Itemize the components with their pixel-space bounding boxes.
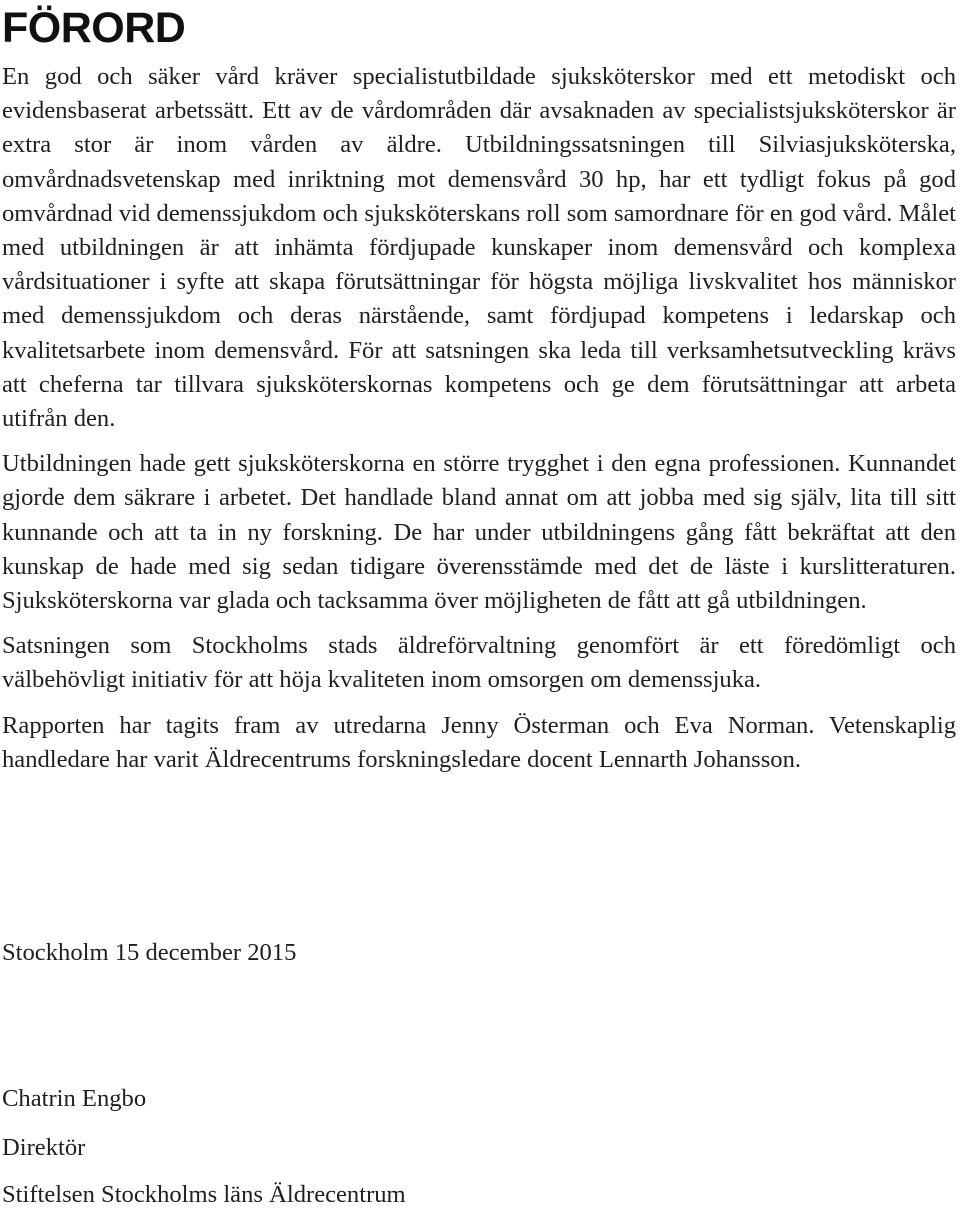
signatory-name: Chatrin Engbo bbox=[2, 1085, 147, 1112]
paragraph-2: Utbildningen hade gett sjuksköterskorna en större trygghet i den egna professionen. Kunnandet gjorde dem säkrare i arbetet. Det handlade bland annat om att jobba med sig själv, lita till sitt kunnande och att ta in ny forskning. De har under utbildningens gång fått bekräftat att den kunskap de hade med sig sedan tidigare överensstämde med det de läste i kurslitteraturen. Sjuksköterskorna var glada och tacksamma över möjligheten de fått att gå utbildningen. bbox=[2, 450, 956, 615]
signatory-organization: Stiftelsen Stockholms läns Äldrecentrum bbox=[2, 1181, 406, 1208]
paragraph-3: Satsningen som Stockholms stads äldreförvaltning genomfört är ett föredömligt och välbehövligt initiativ för att höja kvaliteten inom omsorgen om demenssjuka. bbox=[2, 632, 956, 694]
signatory-title: Direktör bbox=[2, 1134, 86, 1161]
page-title: FÖRORD bbox=[2, 4, 186, 52]
paragraph-1: En god och säker vård kräver specialistutbildade sjuksköterskor med ett metodiskt och evidensbaserat arbetssätt. Ett av de vårdområden där avsaknaden av specialistsjuksköterskor är extra stor är inom vården av äldre. Utbildningssatsningen till Silviasjuksköterska, omvårdnadsvetenskap med inriktning mot demensvård 30 hp, har ett tydligt fokus på god omvårdnad vid demenssjukdom och sjuksköterskans roll som samordnare för en god vård. Målet med utbildningen är att inhämta fördjupade kunskaper inom demensvård och komplexa vårdsituationer i syfte att skapa förutsättningar för högsta möjliga livskvalitet hos människor med demenssjukdom och deras närstående, samt fördjupad kompetens i ledarskap och kvalitetsarbete inom demensvård. För att satsningen ska leda till verksamhetsutveckling krävs att cheferna tar tillvara sjuksköterskornas kompetens och ge dem förutsättningar att arbeta utifrån den. bbox=[2, 63, 956, 433]
place-date: Stockholm 15 december 2015 bbox=[2, 939, 297, 966]
paragraph-4: Rapporten har tagits fram av utredarna Jenny Österman och Eva Norman. Vetenskaplig handledare har varit Äldrecentrums forskningsledare docent Lennarth Johansson. bbox=[2, 711, 956, 773]
foreword-body bbox=[2, 60, 956, 788]
